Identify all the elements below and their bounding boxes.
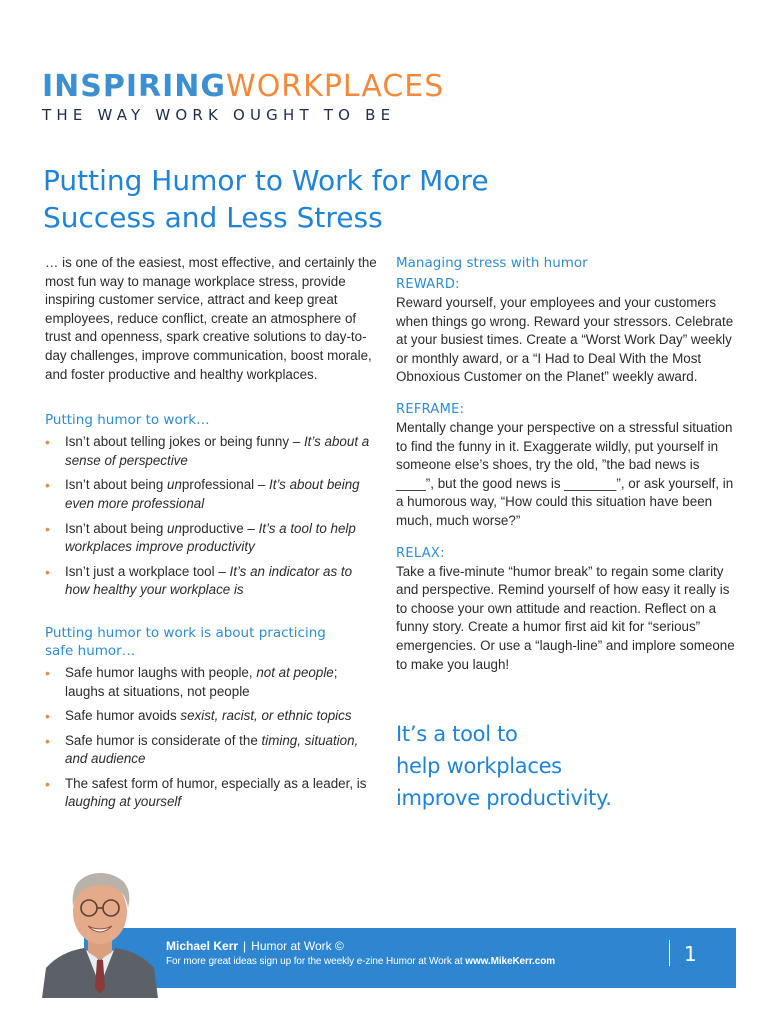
bullet-icon: • [45, 477, 50, 494]
footer-subtitle: Humor at Work © [251, 939, 344, 953]
promo-text: For more great ideas sign up for the weekly e-zine Humor at Work at [166, 956, 466, 967]
item-emphasis: It’s about a sense of perspective [65, 434, 370, 468]
bullet-icon: • [45, 708, 50, 725]
section-heading-safe-humor [45, 624, 380, 660]
bullet-icon: • [45, 434, 50, 451]
bullet-icon: • [45, 775, 50, 792]
logo [42, 69, 445, 124]
left-column [45, 254, 380, 818]
footer-separator: | [243, 939, 247, 953]
item-text: Isn’t just a workplace tool – [65, 563, 230, 579]
bullet-list-safe-humor [45, 664, 380, 812]
section-heading-managing-stress: Managing stress with humor [396, 255, 588, 271]
bullet-icon: • [45, 520, 50, 537]
heading-line-1: Putting humor to work is about practicing [45, 624, 326, 641]
item-text: Isn’t about telling jokes or being funny – [65, 434, 304, 450]
item-text: productive – [181, 520, 259, 536]
list-item [45, 664, 380, 701]
relax-paragraph: Take a five-minute “humor break” to regain some clarity and perspective. Remind yourself of how easy it really is to choose your own attitude and reaction. Reflect on a funny story. Create a humor first aid kit for “serious” emergencies. Or use a “laugh-line” and implore someone to make you laugh! [396, 563, 735, 672]
bullet-icon: • [45, 563, 50, 580]
item-text: Safe humor avoids [65, 708, 181, 724]
reward-paragraph: Reward yourself, your employees and your customers when things go wrong. Reward your stressors. Celebrate at your busiest times. Create a “Worst Work Day” weekly or monthly award, or a “I Had to Deal With the Most Obnoxious Customer on the Planet” weekly award. [396, 295, 734, 385]
quote-line-1: It’s a tool to [396, 722, 518, 747]
subheading-relax: RELAX: [396, 545, 445, 561]
list-item [45, 563, 380, 600]
logo-wordmark [42, 69, 445, 104]
author-photo [40, 856, 160, 998]
reframe-paragraph: Mentally change your perspective on a stressful situation to find the funny in it. Exaggerate wildly, put yourself in someone else’s shoes, try the old, ”the bad news is ____”, but the good news is _______”, or ask yourself, in a humorous way, “How could this situation have been much, much worse?” [396, 419, 734, 528]
right-column [396, 254, 736, 814]
page-number: 1 [684, 942, 697, 966]
item-emphasis: un [167, 477, 182, 493]
title-line-1: Putting Humor to Work for More [43, 164, 489, 197]
item-text: ; laughs at situations, not people [65, 664, 338, 699]
item-text: The safest form of humor, especially as a leader, is [65, 775, 367, 791]
quote-line-2: help workplaces [396, 754, 562, 779]
item-text: professional – [181, 477, 269, 493]
footer-author [166, 939, 344, 953]
list-item [45, 433, 380, 470]
bullet-icon: • [45, 664, 50, 681]
list-item [45, 732, 380, 769]
author-name: Michael Kerr [166, 939, 239, 953]
list-item [45, 476, 380, 513]
footer [0, 918, 770, 998]
item-emphasis: laughing at yourself [65, 794, 182, 810]
subheading-reward: REWARD: [396, 277, 460, 292]
item-emphasis: timing, situation, and audience [65, 732, 359, 767]
item-emphasis: not at people [256, 664, 334, 680]
promo-url-link[interactable]: www.MikeKerr.com [465, 956, 555, 967]
logo-inspiring: INSPIRING [42, 69, 227, 104]
logo-workplaces: WORKPLACES [226, 69, 445, 104]
pull-quote [396, 718, 736, 814]
item-text: Safe humor laughs with people, [65, 664, 257, 680]
footer-promo [166, 956, 555, 967]
title-line-2: Success and Less Stress [43, 201, 383, 234]
list-item [45, 775, 380, 812]
footer-divider [669, 940, 670, 966]
subheading-reframe: REFRAME: [396, 401, 465, 417]
intro-paragraph: … is one of the easiest, most effective, and certainly the most fun way to manage workplace stress, provide inspiring customer service, attract and keep great employees, reduce conflict, create an atmosphere of trust and openness, spark creative solutions to day-to-day challenges, improve communication, boost morale, and foster productive and healthy workplaces. [45, 255, 377, 382]
quote-line-3: improve productivity. [396, 786, 612, 811]
item-text: Safe humor is considerate of the [65, 732, 262, 748]
list-item [45, 707, 380, 726]
section-heading-putting-humor: Putting humor to work… [45, 412, 210, 429]
bullet-icon: • [45, 732, 50, 749]
item-emphasis: It’s a tool to help workplaces improve productivity [65, 520, 356, 555]
page-title [43, 162, 643, 236]
item-text: Isn’t about being [65, 477, 167, 493]
list-item [45, 520, 380, 557]
heading-line-2: safe humor… [45, 642, 136, 659]
bullet-list-putting-humor [45, 433, 380, 600]
item-text: Isn’t about being [65, 520, 167, 536]
item-emphasis: It’s an indicator as to how healthy your workplace is [65, 563, 353, 598]
item-emphasis: sexist, racist, or ethnic topics [180, 708, 352, 724]
logo-tagline: THE WAY WORK OUGHT TO BE [42, 106, 396, 124]
item-emphasis: un [167, 520, 182, 536]
item-emphasis: It’s about being even more professional [65, 477, 360, 511]
